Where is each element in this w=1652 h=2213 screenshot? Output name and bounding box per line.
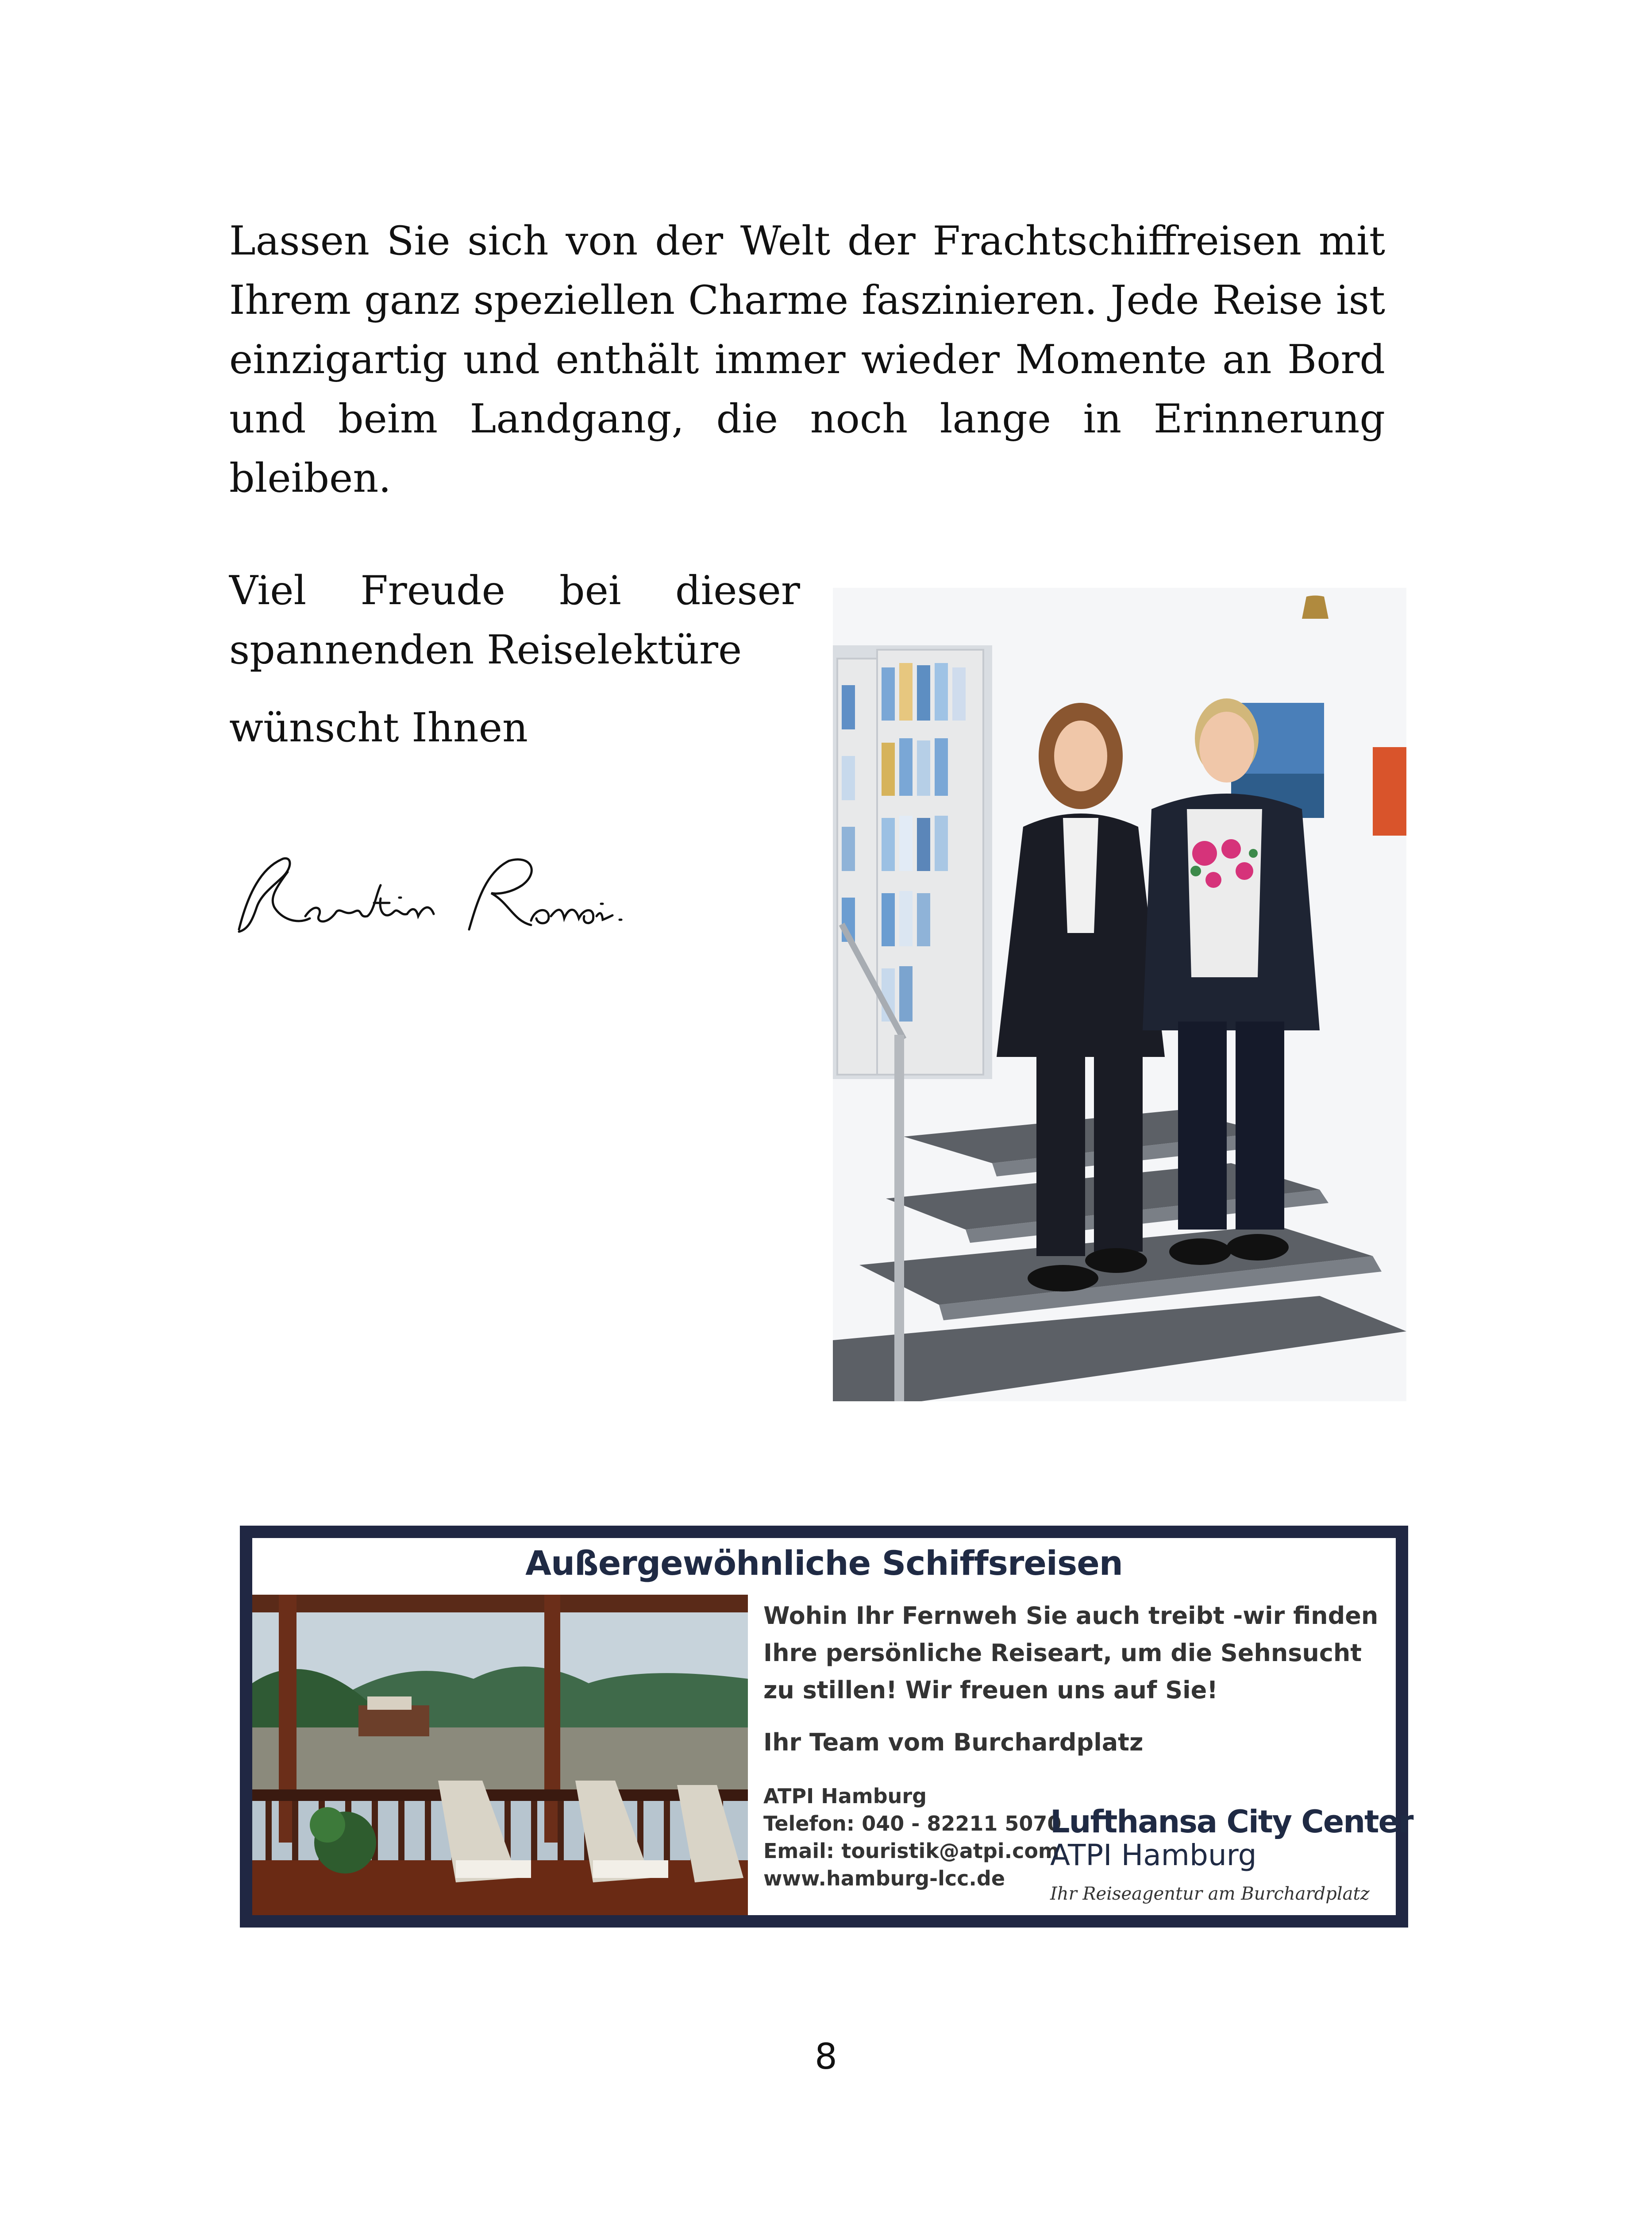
signature-image (221, 841, 664, 974)
wish-text: wünscht Ihnen (229, 705, 528, 751)
ad-brand-sub: ATPI Hamburg (1050, 1838, 1257, 1872)
ad-contact-website: www.hamburg-lcc.de (763, 1866, 1005, 1890)
team-photo-drawing (833, 588, 1406, 1401)
greeting-word: Freude (360, 567, 505, 614)
ad-brand-name: Lufthansa City Center (1050, 1804, 1413, 1840)
ad-text-line: Ihre persönliche Reiseart, um die Sehnsucht (763, 1639, 1362, 1667)
ad-contact-email: Email: touristik@atpi.com (763, 1839, 1059, 1863)
greeting-word: dieser (675, 567, 800, 614)
ad-contact-company: ATPI Hamburg (763, 1784, 927, 1808)
ad-panel (252, 1538, 1413, 1915)
ad-text-line: zu stillen! Wir freuen uns auf Sie! (763, 1676, 1218, 1704)
team-photo (833, 588, 1406, 1401)
ad-brand (1050, 1804, 1413, 1904)
page-number: 8 (815, 2036, 837, 2077)
ad-team: Ihr Team vom Burchardplatz (763, 1728, 1144, 1756)
greeting (229, 561, 800, 680)
greeting-line-2: spannenden Reiselektüre (229, 627, 742, 673)
greeting-line-1 (229, 561, 800, 621)
ad-river-photo (252, 1595, 748, 1915)
ad-text (763, 1597, 1392, 1709)
ad-title: Außergewöhnliche Schiffsreisen (525, 1543, 1123, 1583)
greeting-word: bei (559, 567, 621, 614)
intro-paragraph: Lassen Sie sich von der Welt der Frachtschiffreisen mit Ihrem ganz speziellen Charme faszinieren. Jede Reise ist einzigartig und enthält immer wieder Momente an Bord und beim Landgang, die noch lange in Erinnerung bleiben. (229, 218, 1385, 501)
ad-text-line: Wohin Ihr Fernweh Sie auch treibt -wir finden (763, 1602, 1379, 1630)
ad-contact (763, 1782, 1061, 1892)
ad-contact-phone: Telefon: 040 - 82211 5070 (763, 1812, 1062, 1835)
ad-brand-tagline: Ihr Reiseagentur am Burchardplatz (1050, 1884, 1370, 1904)
greeting-word: Viel (229, 567, 307, 614)
ad-river-photo-drawing (252, 1595, 748, 1915)
advertisement (240, 1526, 1413, 1928)
